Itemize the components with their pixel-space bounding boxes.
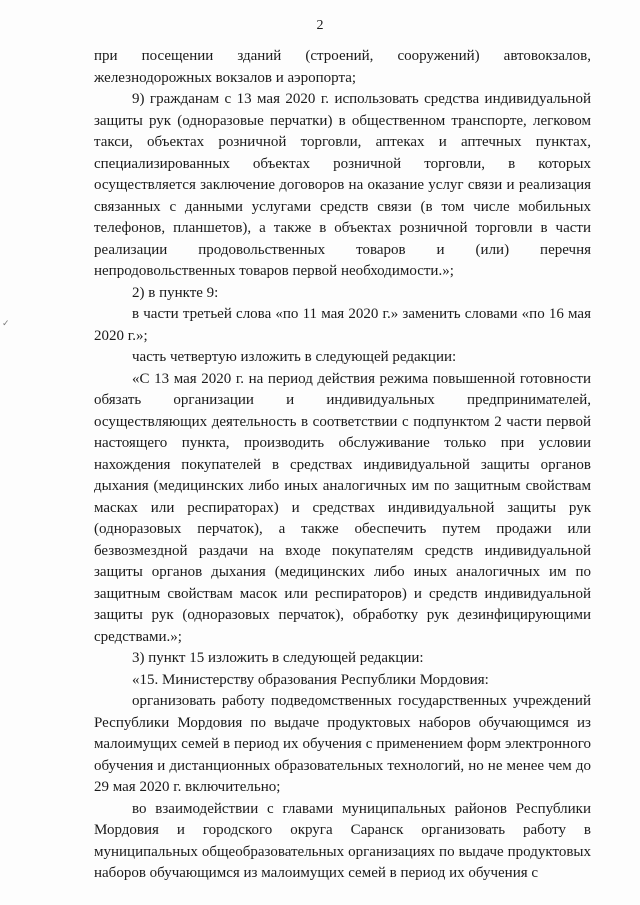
paragraph-item-9: 9) гражданам с 13 мая 2020 г. использовать средства индивидуальной защиты рук (одноразовые перчатки) в общественном транспорте, легковом такси, объектах розничной торговли, аптеках и аптечных пунктах, специализированных объектах розничной торговли, в которых осуществляется заключение договоров на оказание услуг связи и реализация связанных с данными услугами средств связи (в том числе мобильных телефонов, планшетов), а также в объектах розничной торговли в части реализации продовольственных товаров и (или) перечня непродовольственных товаров первой необходимости.»;: [94, 91, 591, 279]
paragraph-continuation: при посещении зданий (строений, сооружений) автовокзалов, железнодорожных вокзалов и аэропорта;: [94, 48, 591, 86]
paragraph-item-15-cooperation: во взаимодействии с главами муниципальных районов Республики Мордовия и городского округа Саранск организовать работу в муниципальных общеобразовательных организациях по выдаче продуктовых наборов обучающимся из малоимущих семей в период их обучения с: [94, 800, 591, 881]
document-body: [94, 46, 591, 885]
paragraph-part-four-intro: часть четвертую изложить в следующей редакции:: [132, 349, 457, 365]
paragraph-part-four-text: «С 13 мая 2020 г. на период действия режима повышенной готовности обязать организации и индивидуальных предпринимателей, осуществляющих деятельность в соответствии с подпунктом 2 части первой настоящего пункта, производить обслуживание только при условии нахождения покупателей в средствах индивидуальной защиты органов дыхания (медицинских либо иных аналогичных им по защитным свойствам масках или респираторах) и средствах индивидуальной защиты рук (одноразовых перчаток), а также обеспечить путем продажи или безвозмездной раздачи на входе покупателям средств индивидуальной защиты органов дыхания (медицинских либо иных аналогичных им по защитным свойствам масок или респираторов) и средств индивидуальной защиты рук (одноразовых перчаток), обработку рук дезинфицирующими средствами.»;: [94, 370, 591, 645]
page-number: 2: [316, 18, 324, 33]
paragraph-point-2: 2) в пункте 9:: [132, 284, 219, 301]
paragraph-item-15-organize: организовать работу подведомственных государственных учреждений Республики Мордовия по выдаче продуктовых наборов обучающимся из малоимущих семей в период их обучения с применением форм электронного обучения и дистанционных образовательных технологий, но не менее чем до 29 мая 2020 г. включительно;: [94, 693, 591, 795]
scan-fold-mark: ✓: [2, 318, 10, 328]
paragraph-point-3: 3) пункт 15 изложить в следующей редакции:: [132, 650, 424, 666]
paragraph-item-15-heading: «15. Министерству образования Республики Мордовия:: [132, 671, 489, 688]
paragraph-part-three: в части третьей слова «по 11 мая 2020 г.» заменить словами «по 16 мая 2020 г.»;: [94, 306, 591, 344]
